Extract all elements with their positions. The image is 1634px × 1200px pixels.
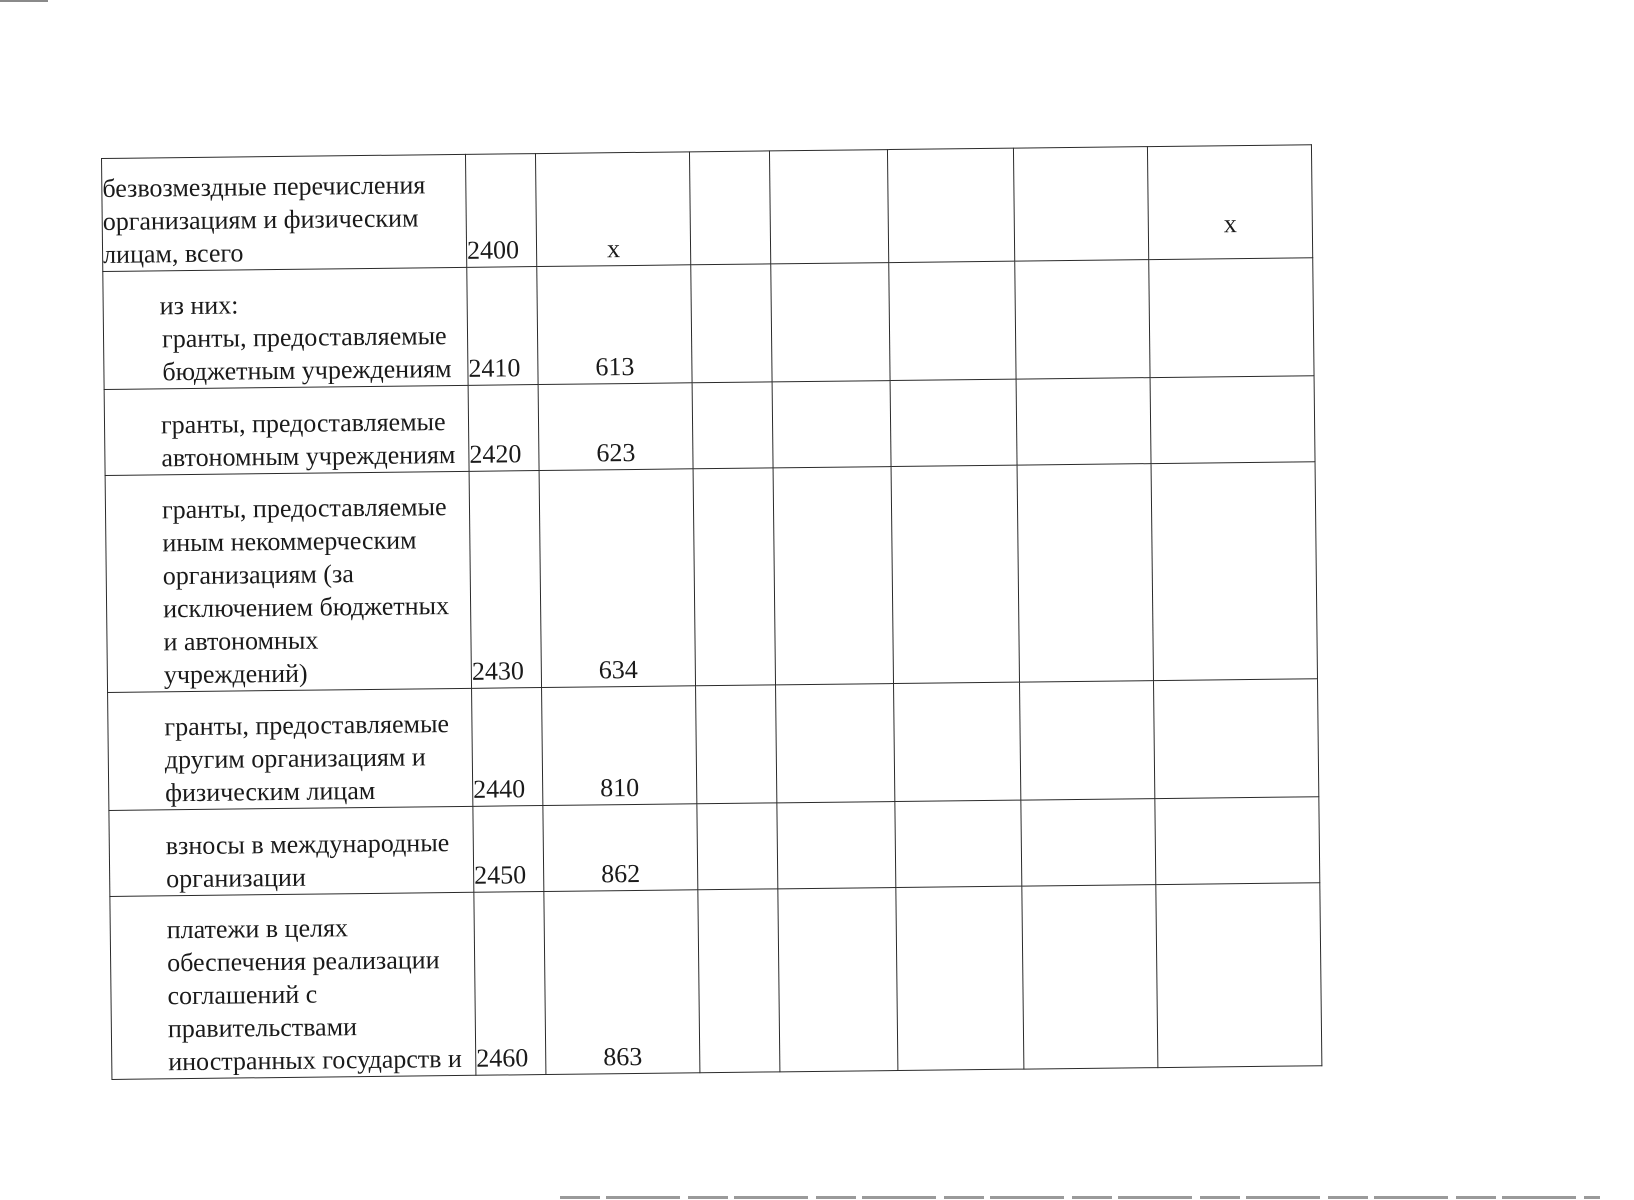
row-value-cell <box>692 382 773 469</box>
row-value-cell <box>887 148 1014 262</box>
row-code-cell: 2440 <box>472 688 543 807</box>
row-value-cell <box>1151 462 1317 681</box>
table-row <box>104 376 1315 476</box>
row-value-cell <box>1156 883 1322 1068</box>
row-value-cell <box>689 151 770 265</box>
row-value-cell <box>1020 681 1155 801</box>
row-value-cell <box>693 468 775 686</box>
row-value-cell <box>769 150 888 264</box>
row-name-line: физическим лицам <box>165 775 376 808</box>
row-kosgu-cell: 810 <box>542 686 697 806</box>
row-name-line: правительствами <box>167 1012 358 1044</box>
scan-edge-mark <box>560 1196 1600 1199</box>
row-kosgu-cell: 634 <box>539 469 695 688</box>
row-value-cell <box>895 800 1022 887</box>
row-value-cell <box>1016 378 1151 466</box>
row-value-cell <box>1017 464 1153 683</box>
row-name-line: иным некоммерческим <box>162 525 417 558</box>
row-code-cell: 2410 <box>467 267 538 386</box>
table-row <box>109 797 1320 897</box>
row-name-line: автономным учреждениям <box>161 439 456 473</box>
row-value-cell <box>1021 799 1156 887</box>
row-value-cell <box>772 381 891 468</box>
row-code-cell: 2400 <box>465 154 536 268</box>
row-code-cell: 2450 <box>473 806 544 893</box>
row-name-cell <box>103 267 468 389</box>
row-kosgu-cell: 613 <box>537 265 692 385</box>
row-value-cell <box>696 685 777 804</box>
row-name-line: организациям (за <box>162 559 354 591</box>
row-value-cell <box>1013 147 1148 262</box>
budget-table <box>101 144 1322 1080</box>
row-name-line: обеспечения реализации <box>166 945 440 978</box>
row-name-line: иностранных государств и <box>168 1043 463 1077</box>
row-name-line: соглашений с <box>167 979 318 1011</box>
row-name-line: другим организациям и <box>164 742 426 775</box>
document-page <box>101 144 1321 1080</box>
row-kosgu-cell: 862 <box>543 804 698 892</box>
row-value-cell <box>773 467 893 685</box>
table-row <box>108 679 1319 811</box>
row-name-line: лицам, всего <box>102 238 244 269</box>
row-name-cell <box>109 806 474 896</box>
row-value-cell <box>889 261 1016 380</box>
table-row <box>110 883 1322 1080</box>
row-value-cell: x <box>1147 145 1312 260</box>
row-name-line: из них: <box>159 290 239 321</box>
row-value-cell <box>891 465 1019 683</box>
row-name-cell <box>108 688 473 810</box>
row-value-cell <box>777 802 896 889</box>
row-name-cell <box>110 892 476 1079</box>
row-name-line: организациям и физическим <box>102 203 419 236</box>
row-name-cell <box>104 385 469 475</box>
row-name-line: безвозмездные перечисления <box>102 170 426 203</box>
row-kosgu-cell: 623 <box>538 383 693 471</box>
table-row <box>102 145 1313 272</box>
row-code-cell: 2460 <box>474 892 546 1076</box>
row-value-cell <box>894 682 1021 801</box>
row-value-cell <box>890 379 1017 466</box>
row-value-cell <box>1150 376 1315 464</box>
row-name-cell <box>105 471 471 692</box>
row-name-line: гранты, предоставляемые <box>161 492 447 525</box>
row-name-line: учреждений) <box>163 658 308 690</box>
table-row <box>105 462 1317 693</box>
row-name-cell <box>102 154 467 271</box>
row-name-line: взносы в международные <box>165 828 450 861</box>
row-value-cell <box>1149 258 1314 378</box>
scan-edge-mark <box>0 0 48 2</box>
row-value-cell <box>778 888 898 1072</box>
row-name-line: платежи в целях <box>166 913 349 945</box>
row-value-cell <box>1015 260 1150 380</box>
row-kosgu-cell: x <box>535 152 690 267</box>
row-value-cell <box>771 263 890 382</box>
table-row <box>103 258 1314 390</box>
row-name-line: и автономных <box>163 625 319 657</box>
row-value-cell <box>1022 885 1158 1070</box>
row-value-cell <box>776 684 895 803</box>
row-name-line: гранты, предоставляемые <box>164 709 450 742</box>
row-name-line: исключением бюджетных <box>162 591 450 624</box>
row-kosgu-cell: 863 <box>544 890 700 1075</box>
row-value-cell <box>697 803 778 890</box>
row-value-cell <box>698 889 780 1073</box>
row-code-cell: 2420 <box>468 385 539 472</box>
row-name-line: гранты, предоставляемые <box>160 407 446 440</box>
row-value-cell <box>1153 679 1318 799</box>
row-name-line: гранты, предоставляемые <box>161 321 447 354</box>
row-value-cell <box>691 264 772 383</box>
row-value-cell <box>896 886 1024 1070</box>
row-name-line: бюджетным учреждениям <box>162 354 452 387</box>
row-value-cell <box>1155 797 1320 885</box>
row-name-line: организации <box>166 862 306 894</box>
row-code-cell: 2430 <box>469 471 541 689</box>
